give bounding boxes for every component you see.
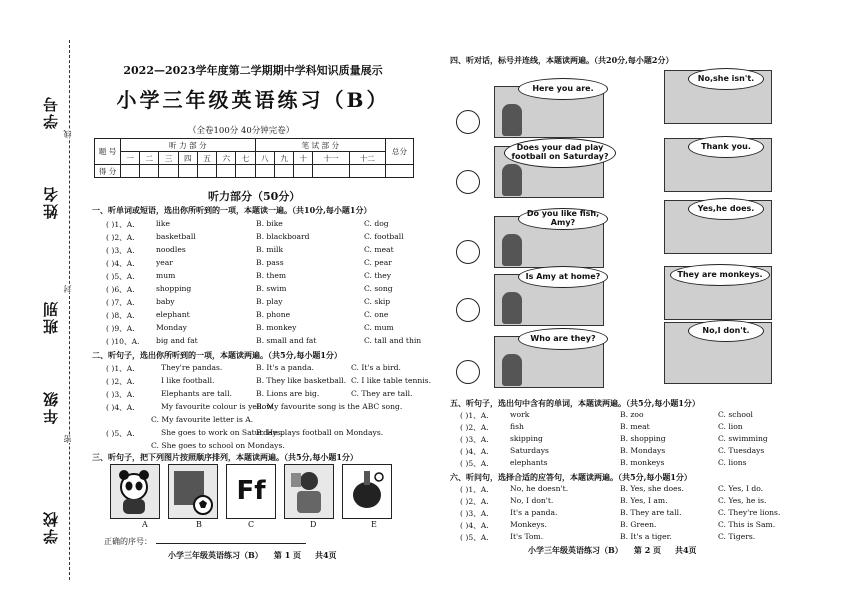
speech-bubble-right: Thank you. bbox=[688, 136, 764, 158]
question-number[interactable]: ( )3、A. bbox=[106, 390, 135, 399]
option-b: B. phone bbox=[256, 310, 291, 319]
question-row bbox=[106, 363, 416, 375]
score-table-score-cell[interactable] bbox=[197, 165, 216, 178]
speech-bubble-left: Does your dad play football on Saturday? bbox=[504, 138, 616, 168]
option-c: C. one bbox=[364, 310, 389, 319]
student-id-field[interactable] bbox=[40, 95, 70, 129]
question-number[interactable]: ( )4、A. bbox=[106, 403, 135, 412]
seal-mark-line: 线 bbox=[63, 130, 72, 138]
answer-circle[interactable] bbox=[456, 170, 480, 194]
option-b: B. zoo bbox=[620, 410, 644, 419]
question-row bbox=[106, 428, 416, 440]
question-row bbox=[460, 532, 770, 544]
picture-b-football bbox=[168, 464, 218, 519]
score-table-score-cell[interactable] bbox=[255, 165, 274, 178]
option-b: B. small and fat bbox=[256, 336, 317, 345]
answer-order-line bbox=[104, 536, 306, 547]
question-number[interactable]: ( )2、A. bbox=[106, 233, 135, 242]
page-2-footer bbox=[528, 545, 697, 556]
picture-label-d: D bbox=[310, 520, 317, 529]
question-number[interactable]: ( )3、A. bbox=[106, 246, 135, 255]
score-table-total: 总分 bbox=[386, 139, 414, 165]
question-number[interactable]: ( )5、A. bbox=[460, 459, 489, 468]
student-id-label: 学号 bbox=[42, 95, 60, 129]
option-c: C. Yes, he is. bbox=[718, 496, 767, 505]
footer-1-total: 共4页 bbox=[314, 550, 337, 560]
option-b: B. They like basketball. bbox=[256, 376, 347, 385]
option-a: No, he doesn't. bbox=[510, 484, 569, 493]
section-2-title: 二、听句子，选出你所听到的一项，本题读两遍。（共5分,每小题1分） bbox=[92, 350, 342, 360]
question-row bbox=[106, 376, 431, 388]
question-number[interactable]: ( )2、A. bbox=[106, 377, 135, 386]
score-table-listening: 听 力 部 分 bbox=[121, 139, 256, 152]
option-c: C. Tigers. bbox=[718, 532, 756, 541]
score-table-score-cell[interactable] bbox=[313, 165, 349, 178]
picture-row bbox=[110, 464, 410, 526]
option-b: B. Green. bbox=[620, 520, 657, 529]
question-row bbox=[460, 446, 770, 458]
option-c: C. My favourite letter is A. bbox=[151, 415, 254, 424]
speech-bubble-left: Do you like fish, Amy? bbox=[518, 208, 608, 230]
section-4-title: 四、听对话，标号并连线，本题读两遍。（共20分,每小题2分） bbox=[450, 55, 674, 65]
option-b: B. Yes, she does. bbox=[620, 484, 684, 493]
question-row bbox=[106, 323, 416, 335]
section-1-title: 一、听单词或短语，选出你所听到的一项，本题读一遍。（共10分,每小题1分） bbox=[92, 205, 372, 215]
question-row bbox=[460, 422, 770, 434]
option-b: B. My favourite song is the ABC song. bbox=[256, 402, 403, 411]
person-figure bbox=[502, 354, 522, 386]
option-b: B. pass bbox=[256, 258, 284, 267]
option-c: C. This is Sam. bbox=[718, 520, 776, 529]
question-row bbox=[106, 310, 416, 322]
score-table-number: 七 bbox=[236, 152, 255, 165]
option-c: C. skip bbox=[364, 297, 391, 306]
picture-e-table-tennis bbox=[342, 464, 392, 519]
question-row bbox=[460, 520, 776, 532]
score-table-written: 笔 试 部 分 bbox=[255, 139, 385, 152]
score-table-number: 九 bbox=[274, 152, 293, 165]
option-b: B. They are tall. bbox=[620, 508, 682, 517]
option-c: C. tall and thin bbox=[364, 336, 422, 345]
option-b: B. It's a tiger. bbox=[620, 532, 672, 541]
answer-order-label: 正确的序号： bbox=[104, 537, 152, 546]
question-number[interactable]: ( )3、A. bbox=[460, 435, 489, 444]
score-table-total-cell[interactable] bbox=[386, 165, 414, 178]
score-table-score-cell[interactable] bbox=[349, 165, 385, 178]
footer-2-total: 共4页 bbox=[674, 545, 697, 555]
question-number[interactable]: ( )5、A. bbox=[106, 272, 135, 281]
option-a: big and fat bbox=[156, 336, 198, 345]
seal-mark-seal: 封 bbox=[63, 285, 72, 293]
picture-d-person bbox=[284, 464, 334, 519]
picture-label-a: A bbox=[142, 520, 148, 529]
option-a: They're pandas. bbox=[161, 363, 223, 372]
score-table-number: 五 bbox=[197, 152, 216, 165]
person-figure bbox=[502, 164, 522, 196]
question-number[interactable]: ( )7、A. bbox=[106, 298, 135, 307]
speech-bubble-right: They are monkeys. bbox=[670, 264, 770, 286]
option-c: C. swimming bbox=[718, 434, 768, 443]
option-b: B. them bbox=[256, 271, 287, 280]
question-number[interactable]: ( )4、A. bbox=[106, 259, 135, 268]
option-c: C. they bbox=[364, 271, 392, 280]
option-a: I like football. bbox=[161, 376, 215, 385]
option-c: C. pear bbox=[364, 258, 392, 267]
seal-mark-secret: 密 bbox=[63, 435, 72, 443]
question-row bbox=[106, 219, 416, 231]
option-a: fish bbox=[510, 422, 524, 431]
option-b: B. monkeys bbox=[620, 458, 665, 467]
footer-1-name: 小学三年级英语练习（B） bbox=[168, 550, 263, 560]
option-c: C. They are tall. bbox=[351, 389, 413, 398]
option-b: B. It's a panda. bbox=[256, 363, 314, 372]
question-number[interactable]: ( )8、A. bbox=[106, 311, 135, 320]
school-field[interactable] bbox=[40, 510, 70, 544]
option-b: B. monkey bbox=[256, 323, 297, 332]
score-table bbox=[94, 138, 414, 178]
person-figure bbox=[502, 234, 522, 266]
picture-label-c: C bbox=[248, 520, 255, 529]
option-b: B. He plays football on Mondays. bbox=[256, 428, 384, 437]
person-figure bbox=[502, 292, 522, 324]
grade-field[interactable] bbox=[40, 390, 70, 424]
question-row bbox=[106, 336, 422, 348]
speech-bubble-right: Yes,he does. bbox=[688, 198, 764, 220]
option-a: shopping bbox=[156, 284, 192, 293]
class-field[interactable] bbox=[40, 300, 70, 334]
answer-order-input[interactable] bbox=[156, 543, 306, 544]
question-row bbox=[106, 441, 416, 453]
question-number[interactable]: ( )6、A. bbox=[106, 285, 135, 294]
option-c: C. mum bbox=[364, 323, 394, 332]
exam-subtitle: （全卷100分 40分钟完卷） bbox=[188, 126, 295, 136]
question-number[interactable]: ( )4、A. bbox=[460, 447, 489, 456]
question-row bbox=[106, 258, 416, 270]
option-c: C. football bbox=[364, 232, 404, 241]
speech-bubble-left: Who are they? bbox=[518, 328, 608, 350]
question-number[interactable]: ( )2、A. bbox=[460, 423, 489, 432]
exam-yearline: 2022—2023学年度第二学期期中学科知识质量展示 bbox=[123, 64, 383, 77]
score-table-number: 二 bbox=[140, 152, 159, 165]
question-row bbox=[106, 245, 416, 257]
picture-label-b: B bbox=[196, 520, 202, 529]
question-row bbox=[106, 232, 416, 244]
question-number[interactable]: ( )1、A. bbox=[460, 485, 489, 494]
name-label: 姓名 bbox=[42, 185, 60, 219]
option-b: B. milk bbox=[256, 245, 284, 254]
section-6-title: 六、听问句，选择合适的应答句，本题读两遍。（共5分,每小题1分） bbox=[450, 472, 692, 482]
score-table-number: 十二 bbox=[349, 152, 385, 165]
option-a: like bbox=[156, 219, 170, 228]
answer-circle[interactable] bbox=[456, 240, 480, 264]
binding-margin bbox=[0, 0, 80, 608]
speech-bubble-left: Is Amy at home? bbox=[518, 266, 608, 288]
question-number[interactable]: ( )10、A. bbox=[106, 337, 140, 346]
answer-circle[interactable] bbox=[456, 298, 480, 322]
score-table-row-label: 题 号 bbox=[95, 139, 121, 165]
option-a: noodles bbox=[156, 245, 186, 254]
picture-c-letter-text: Ff bbox=[236, 476, 266, 506]
option-b: B. swim bbox=[256, 284, 287, 293]
option-a: No, I don't. bbox=[510, 496, 554, 505]
question-row bbox=[460, 508, 781, 520]
option-b: B. shopping bbox=[620, 434, 666, 443]
page-1 bbox=[88, 0, 431, 608]
score-table-number: 三 bbox=[159, 152, 178, 165]
picture-label-e: E bbox=[371, 520, 377, 529]
option-c: C. Tuesdays bbox=[718, 446, 765, 455]
option-c: C. She goes to school on Mondays. bbox=[151, 441, 285, 450]
option-a: elephant bbox=[156, 310, 190, 319]
section-3-title: 三、听句子，把下列图片按照顺序排列，本题读两遍。（共5分,每小题1分） bbox=[92, 452, 358, 462]
page-1-footer bbox=[168, 550, 337, 561]
exam-title: 小学三年级英语练习（B） bbox=[116, 88, 390, 112]
option-b: B. Yes, I am. bbox=[620, 496, 668, 505]
answer-circle[interactable] bbox=[456, 110, 480, 134]
score-table-number: 十一 bbox=[313, 152, 349, 165]
school-label: 学校 bbox=[42, 510, 60, 544]
score-table-number: 一 bbox=[121, 152, 140, 165]
option-c: C. school bbox=[718, 410, 753, 419]
page-2 bbox=[448, 0, 781, 608]
option-c: C. Yes, I do. bbox=[718, 484, 764, 493]
option-b: B. meat bbox=[620, 422, 650, 431]
score-table-score-cell[interactable] bbox=[217, 165, 236, 178]
option-a: elephants bbox=[510, 458, 548, 467]
option-c: C. lions bbox=[718, 458, 747, 467]
option-c: C. lion bbox=[718, 422, 743, 431]
option-c: C. It's a bird. bbox=[351, 363, 401, 372]
question-number[interactable]: ( )5、A. bbox=[460, 533, 489, 542]
footer-2-name: 小学三年级英语练习（B） bbox=[528, 545, 623, 555]
question-row bbox=[106, 284, 416, 296]
question-row bbox=[460, 458, 770, 470]
answer-circle[interactable] bbox=[456, 360, 480, 384]
speech-bubble-right: No,she isn't. bbox=[688, 68, 764, 90]
picture-c-letters bbox=[226, 464, 276, 519]
score-table-number: 四 bbox=[178, 152, 197, 165]
option-a: baby bbox=[156, 297, 175, 306]
class-label: 班别 bbox=[42, 300, 60, 334]
option-c: C. meat bbox=[364, 245, 394, 254]
option-c: C. song bbox=[364, 284, 393, 293]
question-number[interactable]: ( )9、A. bbox=[106, 324, 135, 333]
question-number[interactable]: ( )1、A. bbox=[460, 411, 489, 420]
score-table-score-cell[interactable] bbox=[274, 165, 293, 178]
question-row bbox=[460, 410, 770, 422]
option-c: C. They're lions. bbox=[718, 508, 781, 517]
option-a: Monkeys. bbox=[510, 520, 547, 529]
speech-bubble-right: No,I don't. bbox=[688, 320, 764, 342]
option-a: work bbox=[510, 410, 530, 419]
option-b: B. Lions are big. bbox=[256, 389, 320, 398]
option-a: She goes to work on Saturdays. bbox=[161, 428, 284, 437]
option-a: basketball bbox=[156, 232, 196, 241]
score-table-number: 十 bbox=[294, 152, 313, 165]
question-number[interactable]: ( )1、A. bbox=[106, 364, 135, 373]
question-number[interactable]: ( )4、A. bbox=[460, 521, 489, 530]
question-row bbox=[106, 271, 416, 283]
question-row bbox=[460, 484, 770, 496]
option-b: B. play bbox=[256, 297, 283, 306]
name-field[interactable] bbox=[40, 185, 70, 219]
footer-2-page: 第 2 页 bbox=[633, 545, 662, 555]
section-5-title: 五、听句子，选出句中含有的单词，本题读两遍。（共5分,每小题1分） bbox=[450, 398, 700, 408]
option-a: It's a panda. bbox=[510, 508, 558, 517]
footer-1-page: 第 1 页 bbox=[273, 550, 302, 560]
option-a: year bbox=[156, 258, 173, 267]
option-b: B. bike bbox=[256, 219, 283, 228]
score-table-score-cell[interactable] bbox=[294, 165, 313, 178]
score-table-score-cell[interactable] bbox=[121, 165, 140, 178]
question-number[interactable]: ( )5、A. bbox=[106, 429, 135, 438]
grade-label: 年级 bbox=[42, 390, 60, 424]
score-table-score-cell[interactable] bbox=[140, 165, 159, 178]
question-number[interactable]: ( )3、A. bbox=[460, 509, 489, 518]
score-table-score-cell[interactable] bbox=[159, 165, 178, 178]
option-b: B. blackboard bbox=[256, 232, 310, 241]
question-number[interactable]: ( )1、A. bbox=[106, 220, 135, 229]
listening-part-title: 听力部分（50分） bbox=[208, 190, 301, 203]
score-table-score-cell[interactable] bbox=[236, 165, 255, 178]
option-b: B. Mondays bbox=[620, 446, 666, 455]
option-c: C. I like table tennis. bbox=[351, 376, 431, 385]
option-a: My favourite colour is yellow. bbox=[161, 402, 275, 411]
option-a: It's Tom. bbox=[510, 532, 544, 541]
option-a: skipping bbox=[510, 434, 543, 443]
score-table-number: 六 bbox=[217, 152, 236, 165]
score-table-score-cell[interactable] bbox=[178, 165, 197, 178]
question-row bbox=[106, 389, 416, 401]
option-a: Elephants are tall. bbox=[161, 389, 232, 398]
question-row bbox=[106, 415, 416, 427]
person-figure bbox=[502, 104, 522, 136]
score-table-number: 八 bbox=[255, 152, 274, 165]
option-a: mum bbox=[156, 271, 176, 280]
question-row bbox=[460, 434, 770, 446]
option-a: Monday bbox=[156, 323, 187, 332]
picture-a-panda bbox=[110, 464, 160, 519]
speech-bubble-left: Here you are. bbox=[518, 78, 608, 100]
question-number[interactable]: ( )2、A. bbox=[460, 497, 489, 506]
question-row bbox=[106, 297, 416, 309]
question-row bbox=[106, 402, 416, 414]
option-a: Saturdays bbox=[510, 446, 549, 455]
question-row bbox=[460, 496, 770, 508]
score-table-score-label: 得 分 bbox=[95, 165, 121, 178]
option-c: C. dog bbox=[364, 219, 389, 228]
